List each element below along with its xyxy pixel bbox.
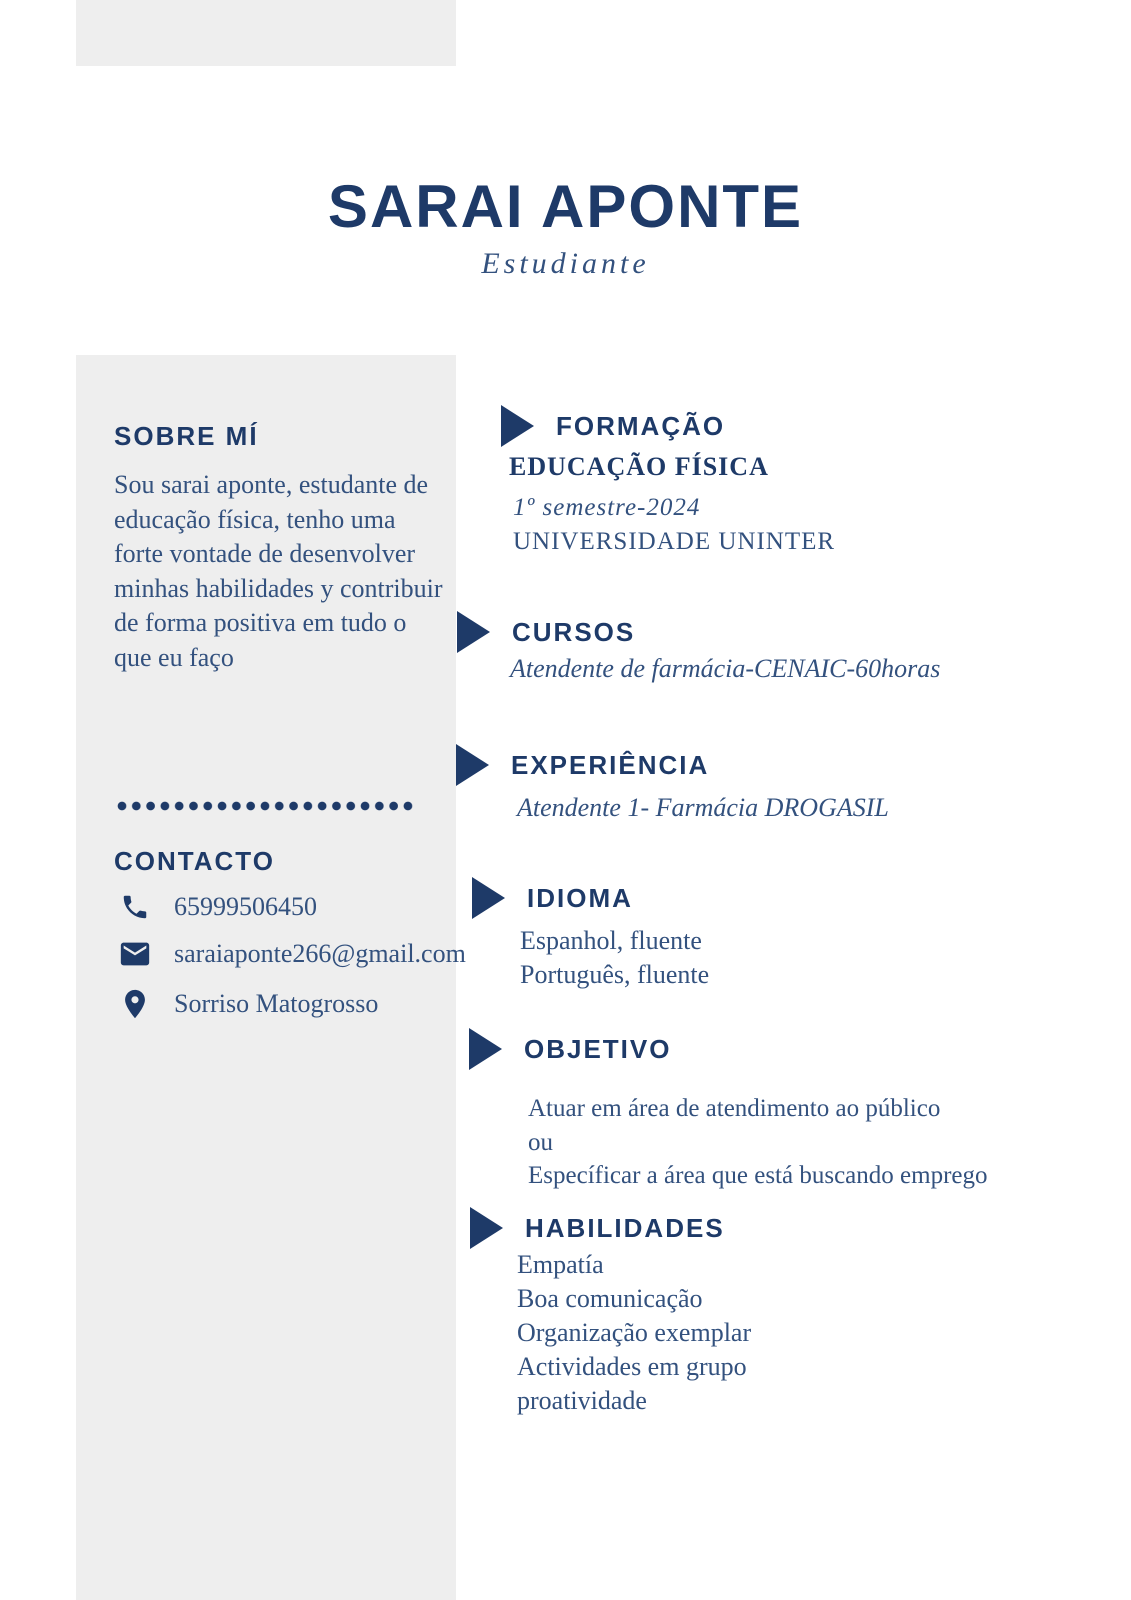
contact-email-row bbox=[117, 937, 466, 971]
section-formacao-header bbox=[501, 405, 725, 447]
idioma-heading: IDIOMA bbox=[527, 882, 633, 913]
formacao-period: 1º semestre-2024 bbox=[513, 494, 701, 521]
contact-location-value: Sorriso Matogrosso bbox=[174, 989, 379, 1018]
section-cursos-header bbox=[457, 611, 635, 653]
location-pin-icon bbox=[117, 984, 153, 1024]
section-habilidades-header bbox=[470, 1207, 725, 1249]
skill-item: Boa comunicação bbox=[517, 1284, 703, 1313]
idioma-item: Espanhol, fluente bbox=[520, 926, 702, 955]
skill-item: Organização exemplar bbox=[517, 1318, 752, 1347]
dotted-divider bbox=[117, 800, 417, 812]
contact-heading: CONTACTO bbox=[114, 846, 275, 876]
triangle-bullet-icon bbox=[472, 877, 505, 919]
contact-location-row bbox=[117, 984, 466, 1024]
idioma-item: Português, fluente bbox=[520, 960, 710, 989]
cursos-item: Atendente de farmácia-CENAIC-60horas bbox=[510, 654, 941, 683]
triangle-bullet-icon bbox=[470, 1207, 503, 1249]
about-text: Sou sarai aponte, estudante de educação física, tenho uma forte vontade de desenvolver minhas habilidades y contribuir de forma positiva em tudo o que eu faço bbox=[114, 470, 443, 672]
objetivo-line: Atuar em área de atendimento ao público bbox=[528, 1095, 941, 1122]
formacao-school: UNIVERSIDADE UNINTER bbox=[513, 528, 836, 555]
objetivo-list bbox=[528, 1092, 988, 1193]
skill-item: Actividades em grupo bbox=[517, 1352, 747, 1381]
idioma-list bbox=[520, 924, 709, 992]
objetivo-heading: OBJETIVO bbox=[524, 1033, 672, 1064]
triangle-bullet-icon bbox=[456, 744, 489, 786]
triangle-bullet-icon bbox=[501, 405, 534, 447]
contact-phone-value: 65999506450 bbox=[174, 892, 317, 921]
contact-email-value: saraiaponte266@gmail.com bbox=[174, 939, 466, 968]
formacao-heading: FORMAÇÃO bbox=[556, 410, 726, 441]
skills-list bbox=[517, 1248, 751, 1418]
section-objetivo-header bbox=[469, 1028, 671, 1070]
contact-phone-row bbox=[117, 890, 466, 924]
section-experiencia-header bbox=[456, 744, 709, 786]
triangle-bullet-icon bbox=[469, 1028, 502, 1070]
person-role: Estudiante bbox=[481, 247, 650, 280]
objetivo-line: Específicar a área que está buscando emprego bbox=[528, 1162, 988, 1189]
phone-icon bbox=[117, 892, 153, 922]
person-name: SARAI APONTE bbox=[327, 173, 804, 240]
formacao-degree: EDUCAÇÃO FÍSICA bbox=[509, 452, 769, 481]
skill-item: Empatía bbox=[517, 1250, 604, 1279]
contact-list bbox=[117, 890, 466, 1024]
email-icon bbox=[117, 937, 153, 971]
cursos-heading: CURSOS bbox=[512, 616, 636, 647]
skill-item: proatividade bbox=[517, 1386, 647, 1415]
experiencia-heading: EXPERIÊNCIA bbox=[511, 749, 710, 780]
header bbox=[0, 172, 1131, 281]
triangle-bullet-icon bbox=[457, 611, 490, 653]
about-heading: SOBRE MÍ bbox=[114, 421, 259, 451]
objetivo-line: ou bbox=[528, 1128, 553, 1156]
habilidades-heading: HABILIDADES bbox=[525, 1212, 725, 1243]
experiencia-item: Atendente 1- Farmácia DROGASIL bbox=[517, 793, 889, 822]
top-accent-block bbox=[76, 0, 456, 66]
section-idioma-header bbox=[472, 877, 633, 919]
